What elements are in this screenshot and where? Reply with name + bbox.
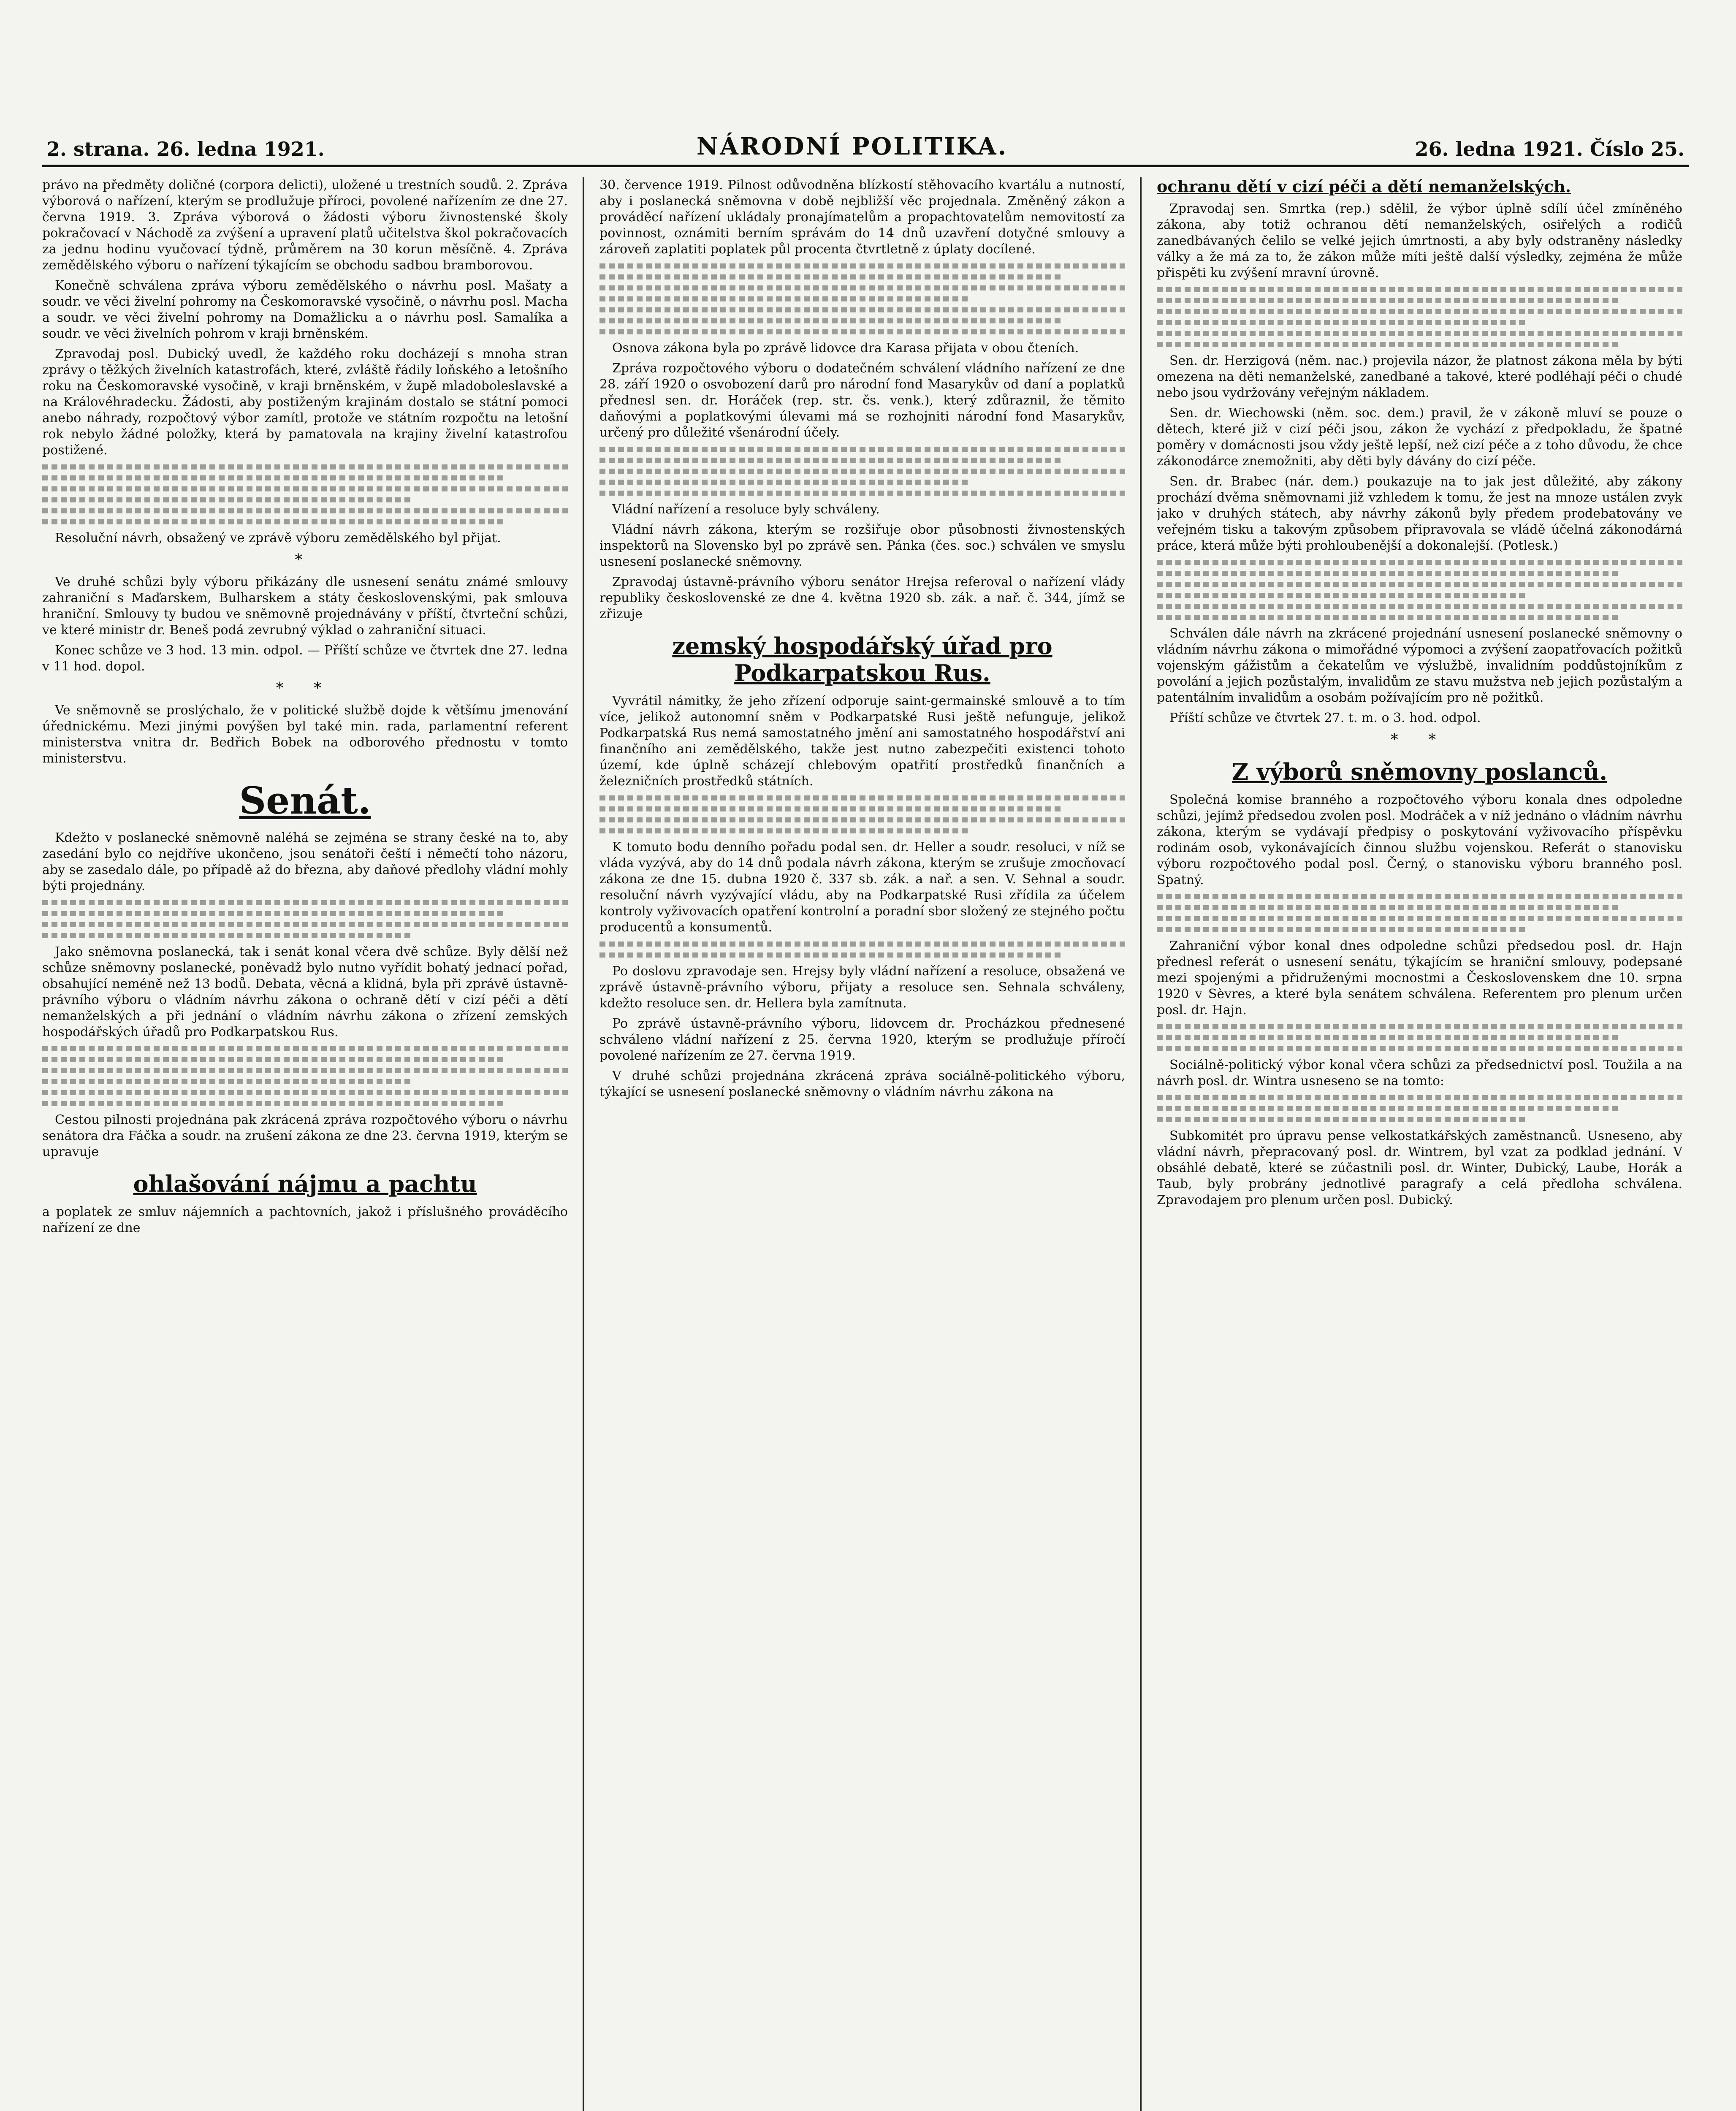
column-3 [1157, 177, 1682, 2111]
paragraph: Osnova zákona byla po zprávě lidovce dra Karasa přijata v obou čteních. [612, 341, 1079, 355]
paragraph: právo na předměty doličné (corpora delicti), uložené u trestních soudů. 2. Zpráva výborová o nařízení, kterým se prodlužuje příroci, povolené nařízením ze dne 27. června 1919. 3. Zpráva výborová o žádosti výboru živnostenské školy pokračovací v Náchodě za zvýšení a upravení platů učitelstva škol pokračovacích za jednu hodinu vyučovací týdně, průměrem na 30 korun měsíčně. 4. Zpráva zemědělského výboru o nařízení týkajícím se obchodu sadbou bramborovou. [42, 178, 568, 273]
text-line [1157, 593, 1525, 598]
subheading: ohlašování nájmu a pachtu [133, 1170, 477, 1197]
text-line [599, 491, 1125, 496]
text-line [599, 806, 1062, 811]
text-line [599, 469, 1125, 474]
text-line [599, 795, 1125, 800]
separator-stars: * [295, 551, 315, 569]
paragraph: Jako sněmovna poslanecká, tak i senát konal včera dvě schůze. Byly dělší než schůze sněmovny poslanecké, poněvadž bylo nutno vyřídit bohatý jednací pořad, obsahující neméně než 13 bodů. Debata, věcná a klidná, byla při zprávě ústavně-právního výboru o vládním návrhu zákona o ochraně dětí v cizí péči a dětí nemanželských a při jednání o vládním návrhu zákona o zřízení zemských hospodářských úřadů pro Podkarpatskou Rus. [42, 944, 568, 1039]
text-line [599, 942, 1125, 947]
text-line [1157, 1095, 1682, 1100]
text-line [599, 480, 968, 485]
header-left: 2. strana. 26. ledna 1921. [46, 138, 325, 160]
text-line [1157, 1117, 1525, 1122]
text-line [1157, 916, 1682, 921]
text-line [42, 1079, 410, 1084]
masthead: NÁRODNÍ POLITIKA. [697, 133, 1008, 160]
paragraph: Resoluční návrh, obsažený ve zprávě výboru zemědělského byl přijat. [55, 531, 501, 545]
text-line [42, 464, 568, 469]
text-line [42, 497, 410, 502]
paragraph: Vyvrátil námitky, že jeho zřízení odporuje saint-germainské smlouvě a to tím více, jelikož autonomní sněm v Podkarpatské Rusi ještě nefunguje, jelikož Podkarpatská Rus nemá samostatného jmění ani samostatného hospodářství ani finančního ani zemědělského, takže jest nutno zabezpečiti existenci tohoto území, kde úplně scházejí chlebovým opatřití prostředků finančních a železničních prostředků státních. [599, 694, 1125, 789]
text-line [42, 922, 568, 927]
text-line [1157, 1024, 1682, 1029]
paragraph: Ve sněmovně se proslýchalo, že v politické službě dojde k většímu jmenování úřednickému. Mezi jinými povýšen byl také min. rada, parlamentní referent ministerstva vnitra dr. Bedřich Bobek na odborového přednostu v tomto ministerstvu. [42, 703, 568, 766]
text-line [599, 263, 1125, 269]
paragraph: Společná komise branného a rozpočtového výboru konala dnes odpoledne schůzi, jejímž předsedou zvolen posl. Modráček a v níž jednáno o vládním návrhu zákona, kterým se vydávají předpisy o poskytování vyživovacího příspěvku rodinám osob, vykonávajících činnou službu vojenskou. Referát o stanovisku výboru rozpočtového podal posl. Černý, o stanovisku výboru branného posl. Spatný. [1157, 792, 1682, 887]
text-line [1157, 560, 1682, 565]
text-line [1157, 894, 1682, 899]
text-line [42, 475, 505, 480]
paragraph: Ve druhé schůzi byly výboru přikázány dle usnesení senátu známé smlouvy zahraniční s Maďarskem, Bulharskem a státy československými, pak smlouva hraniční. Smlouvy ty budou ve sněmovně projednávány v příští, čtvrteční schůzi, ve které ministr dr. Beneš podá zevrubný výklad o zahraniční situaci. [42, 575, 568, 638]
text-line [1157, 1035, 1619, 1040]
paragraph: 30. července 1919. Pilnost odůvodněna blízkostí stěhovacího kvartálu a nutností, aby i poslanecká sněmovna v době nejbližší věc projednala. Změněný zákon a prováděcí nařízení ukládaly pronajímatelům a propachtovatelům nemovitostí za povinnost, oznámiti berním správám do 14 dnů uzavření dotyčné smlouvy a zároveň zaplatiti poplatek půl procenta čtvrtletně z úplaty docílené. [599, 178, 1125, 257]
paragraph: Cestou pilnosti projednána pak zkrácená zpráva rozpočtového výboru o návrhu senátora dra Fáčka a soudr. na zrušení zákona ze dne 23. června 1919, kterým se upravuje [42, 1112, 568, 1159]
text-line [599, 952, 1062, 958]
column-rule [1140, 177, 1142, 2111]
text-line [599, 329, 1125, 334]
text-line [1157, 604, 1682, 609]
text-line [1157, 1106, 1619, 1111]
column-2 [599, 177, 1125, 2111]
text-line [599, 274, 1062, 279]
paragraph: V druhé schůzi projednána zkrácená zpráva sociálně-politického výboru, týkající se usnesení poslanecké sněmovny o vládním návrhu zákona na [599, 1069, 1125, 1099]
text-line [42, 933, 410, 938]
text-line [42, 486, 568, 491]
page-header [42, 127, 1689, 167]
text-line [42, 1046, 568, 1051]
text-line [42, 900, 568, 905]
text-line [1157, 298, 1619, 303]
column-1 [42, 177, 568, 2111]
paragraph: Po zprávě ústavně-právního výboru, lidovcem dr. Procházkou přednesené schváleno vládní nařízení z 25. června 1920, kterým se prodlužuje příročí povolené nařízením ze 27. června 1919. [599, 1016, 1125, 1063]
text-line [1157, 927, 1525, 932]
paragraph: Schválen dále návrh na zkrácené projednání usnesení poslanecké sněmovny o vládním návrhu zákona o mimořádné výpomoci a zvýšení zaopatřovacích požitků vojenským gážistům a čekatelům ve výslužbě, invalidním poddůstojníkům z povolání a jejich pozůstalým, invalidům ze stavu mužstva neb jejich pozůstalým a patentálním invalidům a osobám požívajícím pro ně požitků. [1157, 626, 1682, 705]
text-line [1157, 309, 1682, 314]
text-line [599, 458, 1062, 463]
separator-stars: * * [1390, 731, 1449, 749]
text-line [599, 307, 1125, 312]
text-line [1157, 342, 1619, 347]
text-line [599, 817, 1125, 822]
section-heading: zemský hospodářský úřad pro Podkarpatskou Rus. [672, 632, 1052, 686]
paragraph: Zpravodaj posl. Dubický uvedl, že každého roku docházejí s mnoha stran zprávy o těžkých živelních katastrofách, které, zvláště řádily loňského a letošního roku na Českomoravské vysočině, v kraji brněnském, v župě mladoboleslavské a na Královéhradecku. Žádosti, aby postiženým krajinám dostalo se státní pomoci anebo náhrady, rozpočtový výbor zamítl, protože ve státním rozpočtu na letošní rok nebylo žádné položky, která by pamatovala na krajiny živelní katastrofou postižené. [42, 347, 568, 458]
text-line [1157, 287, 1682, 292]
text-line [42, 508, 568, 513]
text-line [599, 828, 968, 833]
header-right: 26. ledna 1921. Číslo 25. [1415, 138, 1684, 160]
paragraph: Zahraniční výbor konal dnes odpoledne schůzi předsedou posl. dr. Hajn přednesl referát o usnesení senátu, týkajícím se hraniční smlouvy, podepsané mezi spojenými a přidruženými mocnostmi a Československem dne 10. srpna 1920 v Sèvres, a které byla senátem schválena. Referentem pro plenum určen posl. dr. Hajn. [1157, 939, 1682, 1018]
paragraph: Sociálně-politický výbor konal včera schůzi za předsednictví posl. Toužila a na návrh posl. dr. Wintra usneseno se na tomto: [1157, 1058, 1682, 1088]
paragraph: Zpravodaj sen. Smrtka (rep.) sdělil, že výbor úplně sdílí účel zmíněného zákona, aby totiž ochranou dětí nemanželských, osiřelých a rodičů zanedbávaných čelilo se velké jejich úmrtnosti, a aby byly odstraněny následky války a že má za to, že zákon může míti ještě další výsledky, zejména že může přispěti ku zvýšení mravní úrovně. [1157, 201, 1682, 280]
paragraph: Zpráva rozpočtového výboru o dodatečném schválení vládního nařízení ze dne 28. září 1920 o osvobození darů pro národní fond Masarykův od daní a poplatků přednesl sen. dr. Horáček (rep. str. čs. venk.), který zdůraznil, že těmito daňovými a poplatkovými úlevami má se rozhojniti národní fond Masarykův, určený pro důležité všenárodní účely. [599, 361, 1125, 440]
text-line [1157, 331, 1682, 336]
text-line [42, 519, 505, 524]
text-line [1157, 320, 1525, 325]
text-line [1157, 615, 1619, 620]
column-rule [583, 177, 584, 2111]
text-line [599, 318, 1062, 323]
paragraph: Vládní návrh zákona, kterým se rozšiřuje obor působnosti živnostenských inspektorů na Slovensko byl po zprávě sen. Pánka (čes. soc.) schválen ve smyslu usnesení poslanecké sněmovny. [599, 522, 1125, 569]
text-line [599, 447, 1125, 452]
section-heading: ochranu dětí v cizí péči a dětí nemanželských. [1157, 177, 1571, 196]
paragraph: Konec schůze ve 3 hod. 13 min. odpol. — Příští schůze ve čtvrtek dne 27. ledna v 11 hod. dopol. [42, 643, 568, 674]
paragraph: Subkomitét pro úpravu pense velkostatkářských zaměstnanců. Usneseno, aby vládní návrh, přepracovaný posl. dr. Wintrem, byl vzat za podklad jednání. V obsáhlé debatě, které se zúčastnili posl. dr. Winter, Dubický, Laube, Horák a Taub, byly probrány jednotlivé paragrafy a celá předloha schválena. Zpravodajem pro plenum určen posl. Dubický. [1157, 1129, 1682, 1207]
paragraph: Příští schůze ve čtvrtek 27. t. m. o 3. hod. odpol. [1169, 711, 1481, 725]
paragraph: Sen. dr. Wiechowski (něm. soc. dem.) pravil, že v zákoně mluví se pouze o dětech, které již v cizí péči jsou, zákon že vychází z předpokladu, že špatné poměry v domácnosti jsou vždy ještě lepší, než cizí péče a z toho důvodu, že chce zákonodárce znemožniti, aby děti byly dávány do cizí péče. [1157, 406, 1682, 469]
text-line [42, 911, 505, 916]
paragraph: Po doslovu zpravodaje sen. Hrejsy byly vládní nařízení a resoluce, obsažená ve zprávě ústavně-právního výboru, přijaty a resoluce sen. Sehnala schváleny, kdežto resoluce sen. dr. Hellera byla zamítnuta. [599, 964, 1125, 1011]
text-line [1157, 571, 1619, 576]
text-line [42, 1090, 568, 1095]
paragraph: a poplatek ze smluv nájemních a pachtovních, jakož i příslušného prováděcího nařízení ze dne [42, 1205, 568, 1235]
text-line [42, 1068, 568, 1073]
section-heading-senat: Senát. [239, 779, 371, 822]
paragraph: Sen. dr. Herzigová (něm. nac.) projevila názor, že platnost zákona měla by býti omezena na děti nemanželské, zanedbané a takové, které podléhají péči o chudé nebo jsou vydržovány veřejným nákladem. [1157, 353, 1682, 400]
paragraph: K tomuto bodu denního pořadu podal sen. dr. Heller a soudr. resoluci, v níž se vláda vyzývá, aby do 14 dnů podala návrh zákona, kterým se zrušuje zmocňovací zákona ze dne 15. dubna 1920 č. 337 sb. zák. a nař. a sen. V. Sehnal a soudr. resoluční návrh vyzývající vládu, aby na Podkarpatské Rusi zřídila za účelem kontroly vyživovacích opatření kontrolní a poradní sbor složený ze stejného počtu producentů a konsumentů. [599, 840, 1125, 935]
text-line [42, 1057, 505, 1062]
paragraph: Konečně schválena zpráva výboru zemědělského o návrhu posl. Mašaty a soudr. ve věci živelní pohromy na Českomoravské vysočině, o návrhu posl. Macha a soudr. ve věci živelní pohromy na Domažlicku a o návrhu posl. Samalíka a soudr. ve věci živelních pohrom v kraji brněnském. [42, 278, 568, 341]
paragraph: Sen. dr. Brabec (nár. dem.) poukazuje na to jak jest důležité, aby zákony prochází dvěma sněmovnami již vzhledem k tomu, že jest na mnoze ustálen zvyk jako v druhých státech, aby návrhy zákonů byly předem prodebatovány ve veřejném tisku a takovým způsobem připravovala se vládě účelná zákonodárná práce, která může býti prohloubenější a dokonalejší. (Potlesk.) [1157, 474, 1682, 553]
paragraph: Kdežto v poslanecké sněmovně naléhá se zejména se strany české na to, aby zasedání bylo co nejdříve ukončeno, jsou senátoři čeští i němečtí toho názoru, aby se zasedalo dále, po případě až do března, aby daňové předlohy vládní mohly býti projednány. [42, 830, 568, 893]
paragraph: Vládní nařízení a resoluce byly schváleny. [612, 502, 880, 517]
text-line [1157, 1046, 1682, 1051]
text-line [1157, 905, 1619, 910]
text-line [599, 296, 968, 301]
section-heading: Z výborů sněmovny poslanců. [1231, 758, 1608, 785]
paragraph: Zpravodaj ústavně-právního výboru senátor Hrejsa referoval o nařízení vlády republiky československé ze dne 4. května 1920 sb. zák. a nař. č. 344, jímž se zřizuje [599, 575, 1125, 621]
text-line [1157, 582, 1682, 587]
text-line [42, 1101, 505, 1106]
separator-stars: * * [276, 680, 334, 697]
text-line [599, 285, 1125, 290]
